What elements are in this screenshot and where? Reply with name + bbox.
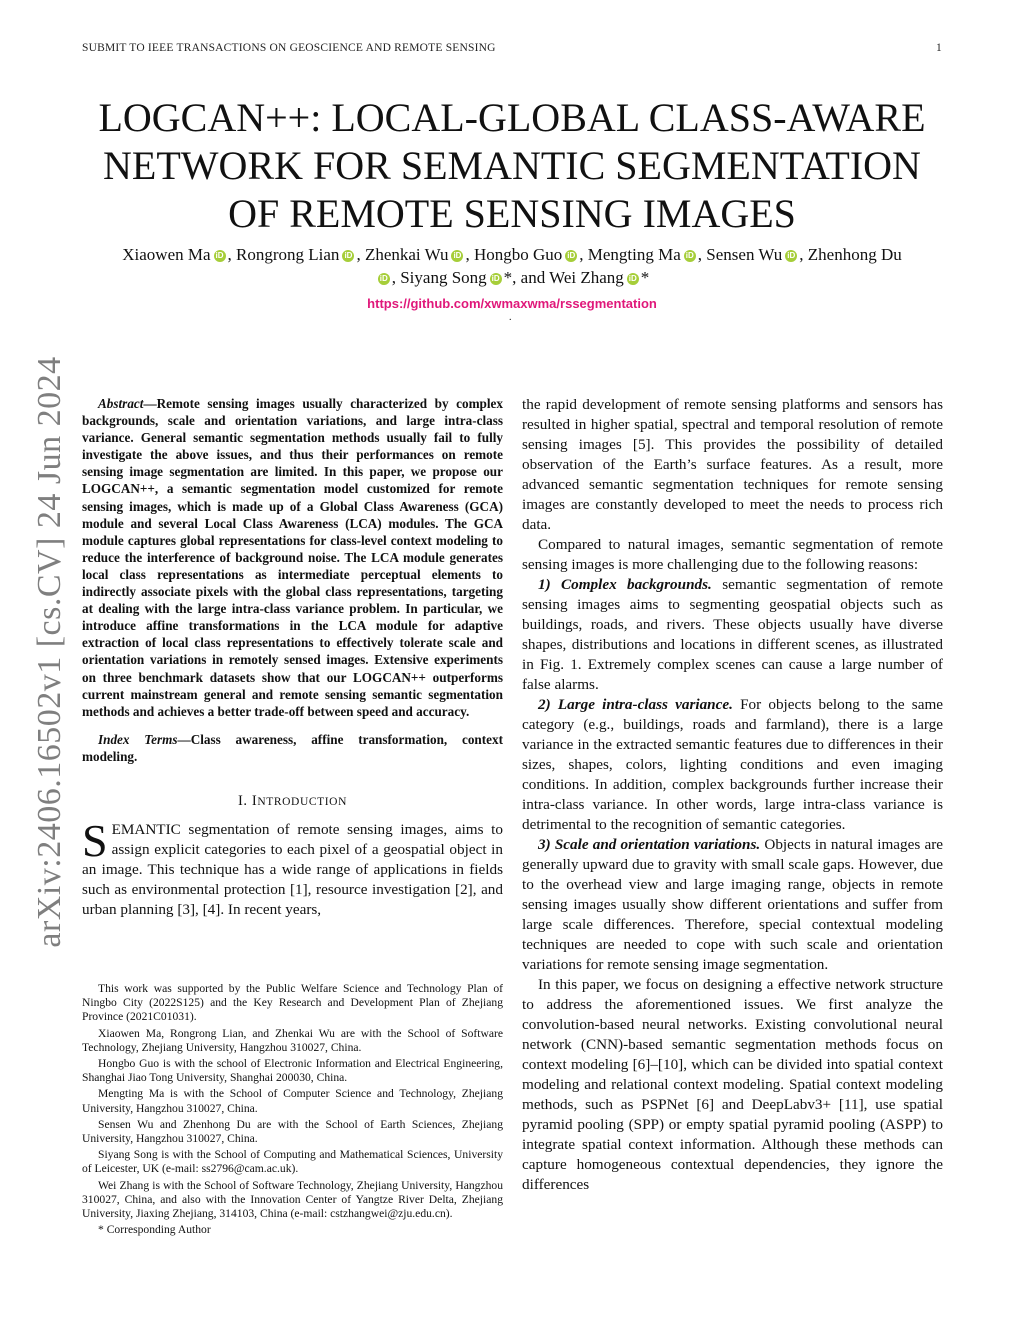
page-number: 1 [936, 42, 942, 54]
orcid-icon[interactable]: iD [379, 274, 388, 283]
orcid-icon[interactable]: iD [567, 251, 576, 260]
footnotes [82, 982, 503, 1239]
journal-name: SUBMIT TO IEEE TRANSACTIONS ON GEOSCIENCE AND REMOTE SENSING [82, 42, 496, 54]
running-head [82, 42, 942, 54]
footnote: Mengting Ma is with the School of Computer Science and Technology, Zhejiang University, Hangzhou 310027, China. [82, 1087, 503, 1115]
orcid-icon[interactable]: iD [685, 251, 694, 260]
intro-first-word: EMANTIC [111, 820, 181, 838]
paragraph [522, 835, 943, 975]
repo-link[interactable]: https://github.com/xwmaxwma/rssegmentation [367, 296, 657, 311]
abstract [82, 395, 503, 720]
paragraph [522, 695, 943, 835]
section-numeral: I. [238, 792, 252, 809]
paragraph: Compared to natural images, semantic segmentation of remote sensing images is more challenging due to the following reasons: [522, 536, 943, 573]
abstract-text: Remote sensing images usually characterized by complex backgrounds, scale and orientation variations, and large intra-class variance. General semantic segmentation methods usually fail to fully investigate the above issues, and thus their performances on remote sensing image segmentation are limited. In this paper, we propose our LOGCAN++, a semantic segmentation model customized for remote sensing images, which is made up of a Global Class Awareness (GCA) module and several Local Class Awareness (LCA) modules. The GCA module captures global representations for class-level context modeling to reduce the interference of background noise. The LCA module generates local class representations as intermediate perceptual elements to indirectly associate pixels with the global class representations, targeting at dealing with the large intra-class variance problem. In particular, we introduce affine transformations in the LCA module for adaptive extraction of local class representations to effectively tolerate scale and orientation variations in remotely sensed images. Extensive experiments on three benchmark datasets show that our LOGCAN++ outperforms current mainstream general and remote sensing semantic segmentation methods and achieves a better trade-off between speed and accuracy. [82, 396, 503, 719]
orcid-icon[interactable]: iD [628, 274, 637, 283]
orcid-icon[interactable]: iD [453, 251, 462, 260]
reason-text: For objects belong to the same category (e.g., buildings, roads and farmland), there is a large variance in the extracted semantic features due to differences in their sizes, shapes, colors, lighting conditions and even imaging conditions. In addition, complex backgrounds further increase their intra-class variance. In other words, large intra-class variance is detrimental to the recognition of semantic categories. [522, 696, 943, 833]
reason-text: semantic segmentation of remote sensing images aims to segmenting geospatial objects such as buildings, roads, and rivers. These objects usually have diverse shapes, distributions and locations in different scenes, as illustrated in Fig. 1. Extremely complex scenes can cause a large number of false alarms. [522, 576, 943, 693]
title-line-3: OF REMOTE SENSING IMAGES [228, 191, 796, 236]
paper-title [60, 94, 964, 238]
footnote: Sensen Wu and Zhenhong Du are with the School of Earth Sciences, Zhejiang University, Hangzhou 310027, China. [82, 1117, 503, 1146]
footnote: * Corresponding Author [98, 1223, 211, 1237]
footnote: Xiaowen Ma, Rongrong Lian, and Zhenkai Wu are with the School of Software Technology, Zhejiang University, Hangzhou 310027, China. [82, 1026, 503, 1054]
author-name: , Zhenkai Wu [356, 245, 449, 264]
orcid-icon[interactable]: iD [787, 251, 796, 260]
title-line-1: LOGCAN++: LOCAL-GLOBAL CLASS-AWARE [98, 95, 926, 140]
author-name: , Mengting Ma [579, 245, 681, 264]
orcid-icon[interactable]: iD [344, 251, 353, 260]
index-terms-dash: — [177, 731, 191, 747]
right-column [522, 395, 943, 1195]
abstract-label: Abstract [98, 396, 144, 411]
author-name: *, and Wei Zhang [503, 268, 624, 287]
footnote: This work was supported by the Public Welfare Science and Technology Plan of Ningbo City (2022S125) and the Key Research and Development Plan of Zhejiang Province (2021C01031). [82, 982, 503, 1024]
footnote: Siyang Song is with the School of Computing and Mathematical Sciences, University of Leicester, UK (e-mail: ss2796@cam.ac.uk). [82, 1148, 503, 1176]
orcid-icon[interactable]: iD [491, 274, 500, 283]
author-name: , Siyang Song [391, 268, 487, 287]
reason-text: Objects in natural images are generally upward due to gravity with small scale gaps. However, due to the overhead view and large imaging range, objects in remote sensing images usually show different orientations and suffer from large scale differences. Therefore, special contextual modeling techniques are needed to cope with such scale and orientation variations for remote sensing image segmentation. [522, 836, 943, 973]
arxiv-stamp: arXiv:2406.16502v1 [cs.CV] 24 Jun 2024 [31, 356, 68, 948]
intro-paragraph [82, 814, 503, 920]
section-title-rest: NTRODUCTION [257, 795, 347, 808]
footnote: Wei Zhang is with the School of Software Technology, Zhejiang University, Hangzhou 310027, China, and also with the Innovation Center of Yangtze River Delta, Zhejiang University, Jiaxing Zhejiang, 314103, China (e-mail: cstzhangwei@zju.edu.cn). [82, 1178, 503, 1221]
author-name: , Sensen Wu [697, 245, 783, 264]
footnote: Hongbo Guo is with the school of Electronic Information and Electrical Engineering, Shanghai Jiao Tong University, Shanghai 200030, China. [82, 1057, 503, 1085]
author-mark: * [640, 268, 650, 287]
reason-label: 2) Large intra-class variance. [538, 696, 733, 713]
section-heading [82, 793, 503, 810]
index-terms-text: Class awareness, affine transformation, context modeling. [82, 731, 503, 764]
intro-text: segmentation of remote sensing images, aims to assign explicit categories to each pixel of a geospatial object in an image. This technique has a wide range of applications in fields such as environmental protection [1], resource investigation [2], and urban planning [3], [4]. In recent years, [82, 820, 503, 918]
author-name: , Hongbo Guo [465, 245, 563, 264]
abstract-dash: — [143, 396, 157, 411]
index-terms-label: Index Terms [98, 731, 178, 747]
left-column [82, 395, 503, 920]
author-name: , Rongrong Lian [227, 245, 340, 264]
paragraph: In this paper, we focus on designing a effective network structure to address the aforementioned issues. We first analyze the convolution-based neural networks. Existing convolutional neural network (CNN)-based semantic segmentation methods focus on context modeling [6]–[10], which can be divided into spatial context modeling and relational context modeling. Spatial context modeling methods, such as PSPNet [6] and DeepLabv3+ [11], use spatial pyramid pooling (SPP) or empty spatial pyramid pooling (ASPP) to integrate spatial context information. Although these methods can capture homogeneous contextual dependencies, they ignore the differences [522, 976, 943, 1193]
title-line-2: NETWORK FOR SEMANTIC SEGMENTATION [103, 143, 921, 188]
paragraph: the rapid development of remote sensing platforms and sensors has resulted in higher spatial, spectral and temporal resolution of remote sensing images [5]. This provides the possibility of detailed observation of the Earth’s surface features. As a result, more advanced semantic segmentation techniques for remote sensing images are constantly developed to meet the needs to process rich data. [522, 396, 943, 533]
reason-label: 1) Complex backgrounds. [538, 576, 712, 593]
paragraph [522, 575, 943, 695]
orcid-icon[interactable]: iD [215, 251, 224, 260]
drop-cap: S [82, 814, 108, 866]
author-name: Xiaowen Ma [122, 245, 211, 264]
reason-label: 3) Scale and orientation variations. [538, 836, 761, 853]
author-name: , Zhenhong Du [799, 245, 902, 264]
section-first-letter: I [251, 792, 258, 809]
index-terms [82, 731, 503, 765]
author-list [70, 243, 954, 289]
separator-dot: . [509, 312, 512, 323]
